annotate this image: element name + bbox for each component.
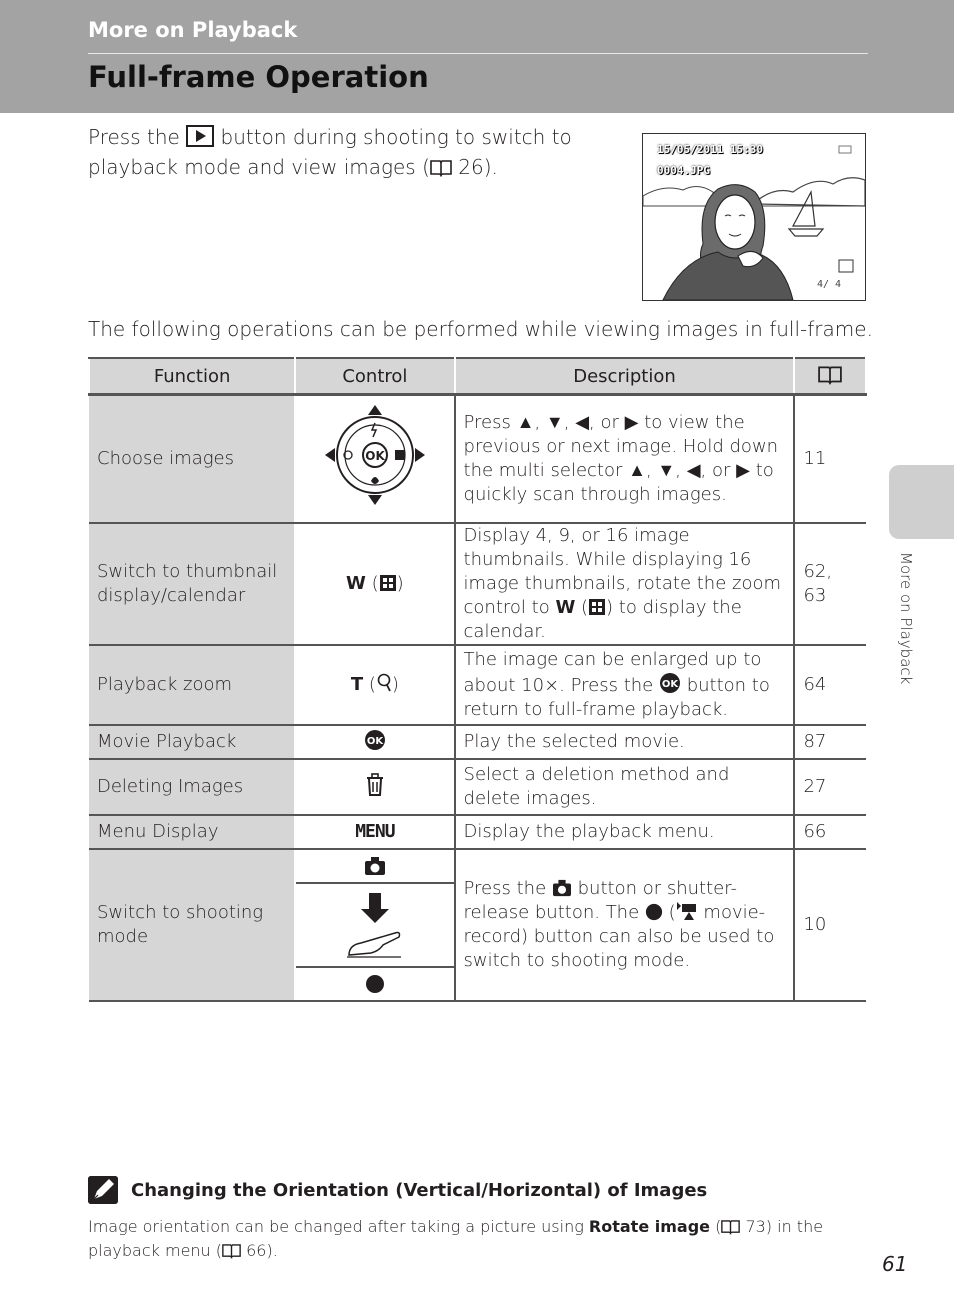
desc-text: Press the	[463, 877, 547, 899]
ok-button-icon	[659, 672, 681, 694]
trash-icon	[365, 773, 385, 797]
note-bold: Rotate image	[588, 1217, 710, 1236]
note-text: ).	[266, 1241, 278, 1260]
intro-text-1: Press the	[88, 125, 180, 149]
table-row	[89, 849, 866, 1001]
table-row	[89, 395, 866, 523]
function-cell: Menu Display	[89, 815, 295, 849]
control-sub-record	[296, 968, 453, 1000]
header-reference	[794, 358, 866, 395]
reference-cell: 64	[794, 645, 866, 725]
control-sub-shutter	[296, 884, 453, 968]
arrow-left-icon: ◀	[686, 459, 701, 481]
intro-text-2: button during shooting to switch to playback mode and view images (	[88, 125, 572, 179]
note-text: ) in the playback menu (	[88, 1217, 824, 1260]
arrow-down-icon: ▼	[657, 459, 676, 481]
zoom-magnifier-icon	[376, 673, 392, 693]
camera-icon	[364, 856, 386, 876]
description-cell: Display the playback menu.	[455, 815, 795, 849]
reference-cell: 66	[794, 815, 866, 849]
reference-cell: 87	[794, 725, 866, 759]
arrow-right-icon: ▶	[624, 411, 639, 433]
intro-paragraph	[88, 122, 608, 182]
movie-icon	[676, 901, 698, 921]
screen-frame-count: 4/ 4	[817, 279, 842, 290]
control-cell	[295, 849, 454, 1001]
record-dot-icon	[365, 974, 385, 994]
control-cell	[295, 395, 454, 523]
function-cell: Switch to thumbnail display/calendar	[89, 523, 295, 645]
intro-ref: 26	[458, 155, 484, 179]
camera-icon	[552, 879, 572, 897]
playback-button-icon	[186, 125, 214, 147]
camera-monitor-illustration	[642, 133, 866, 301]
arrow-down-icon: ▼	[545, 411, 564, 433]
zoom-t-label: T	[350, 673, 364, 695]
record-dot-icon	[645, 903, 663, 921]
control-cell	[295, 815, 454, 849]
note-ref: 73	[745, 1217, 766, 1236]
function-cell: Deleting Images	[89, 759, 295, 815]
description-cell: Display 4, 9, or 16 image thumbnails. While displaying 16 image thumbnails, rotate the zoom control to W ( ) to display the calendar.	[455, 523, 795, 645]
table-row	[89, 645, 866, 725]
chapter-side-label: More on Playback	[897, 552, 915, 685]
chapter-side-tab	[889, 465, 954, 539]
shutter-press-icon	[343, 889, 407, 961]
arrow-up-icon: ▲	[628, 459, 646, 481]
arrow-right-icon: ▶	[736, 459, 750, 481]
arrow-left-icon: ◀	[575, 411, 590, 433]
svg-text:OK: OK	[365, 449, 385, 464]
control-sub-camera	[296, 850, 453, 884]
description-cell	[455, 849, 795, 1001]
lead-sentence: The following operations can be performed while viewing images in full-frame.	[88, 317, 873, 341]
note-body	[88, 1215, 848, 1263]
desc-text: (	[668, 901, 676, 923]
desc-text: movie-record) button can also be used to switch to shooting mode.	[463, 901, 775, 971]
multi-selector-icon	[323, 403, 427, 507]
pencil-note-icon	[88, 1176, 118, 1204]
table-row	[89, 815, 866, 849]
page-number: 61	[882, 1252, 908, 1276]
description-cell	[455, 645, 795, 725]
control-cell: T ( )	[295, 645, 454, 725]
control-cell: W ( )	[295, 523, 454, 645]
header-control: Control	[295, 358, 454, 395]
control-cell	[295, 725, 454, 759]
screen-filename: 0004.JPG	[657, 164, 710, 177]
control-cell	[295, 759, 454, 815]
table-row	[89, 725, 866, 759]
desc-text: , or	[700, 459, 731, 481]
note-text: (	[715, 1217, 722, 1236]
desc-text: to display the calendar.	[463, 596, 742, 642]
screen-date: 15/05/2011 15:30	[657, 143, 763, 156]
thumbnail-icon	[588, 598, 606, 616]
arrow-up-icon: ▲	[516, 411, 535, 433]
intro-close: ).	[483, 155, 498, 179]
book-ref-icon	[430, 159, 452, 177]
desc-text: Press	[463, 411, 511, 433]
book-ref-icon	[721, 1219, 740, 1235]
description-cell: Press ▲, ▼, ◀, or ▶ to view the previous or next image. Hold down the multi selector ▲, ▼, ◀, or ▶ to quickly scan through images.	[455, 395, 795, 523]
thumbnail-icon	[379, 574, 397, 592]
desc-text: button or shutter-release button. The	[463, 877, 737, 923]
desc-text: to view the previous or next image. Hold down the multi selector	[463, 411, 779, 481]
ok-button-icon	[364, 729, 386, 751]
desc-text: to quickly scan through images.	[463, 459, 774, 505]
table-row	[89, 523, 866, 645]
menu-button-label: MENU	[355, 820, 395, 842]
desc-text: button to return to full-frame playback.	[463, 674, 770, 720]
table-row	[89, 759, 866, 815]
note-title: Changing the Orientation (Vertical/Horizontal) of Images	[131, 1180, 708, 1201]
header-description: Description	[455, 358, 795, 395]
reference-cell: 27	[794, 759, 866, 815]
svg-text:OK: OK	[366, 735, 383, 747]
section-title: More on Playback	[88, 18, 298, 42]
description-cell: Play the selected movie.	[455, 725, 795, 759]
header-divider	[88, 53, 868, 54]
desc-text: The image can be enlarged up to about 10×. Press the	[463, 648, 762, 696]
reference-cell: 62, 63	[794, 523, 866, 645]
reference-cell: 11	[794, 395, 866, 523]
book-ref-icon	[222, 1243, 241, 1259]
zoom-w-label: W	[346, 572, 366, 594]
page-title: Full-frame Operation	[88, 60, 429, 94]
function-cell: Movie Playback	[89, 725, 295, 759]
reference-cell: 10	[794, 849, 866, 1001]
header-function: Function	[89, 358, 295, 395]
svg-text:OK: OK	[661, 678, 679, 690]
operations-table	[88, 357, 867, 1002]
desc-text: , or	[589, 411, 619, 433]
function-cell: Playback zoom	[89, 645, 295, 725]
portrait-drawing	[643, 134, 865, 300]
book-ref-icon	[818, 365, 842, 385]
zoom-w-label: W	[555, 596, 576, 618]
table-header-row	[89, 358, 866, 395]
description-cell: Select a deletion method and delete images.	[455, 759, 795, 815]
function-cell: Switch to shooting mode	[89, 849, 295, 1001]
note-text: Image orientation can be changed after taking a picture using	[88, 1217, 584, 1236]
desc-text: Display 4, 9, or 16 image thumbnails. While displaying 16 image thumbnails, rotate the zoom control to	[463, 524, 782, 618]
header-band	[0, 0, 954, 113]
function-cell: Choose images	[89, 395, 295, 523]
note-ref: 66	[246, 1241, 267, 1260]
